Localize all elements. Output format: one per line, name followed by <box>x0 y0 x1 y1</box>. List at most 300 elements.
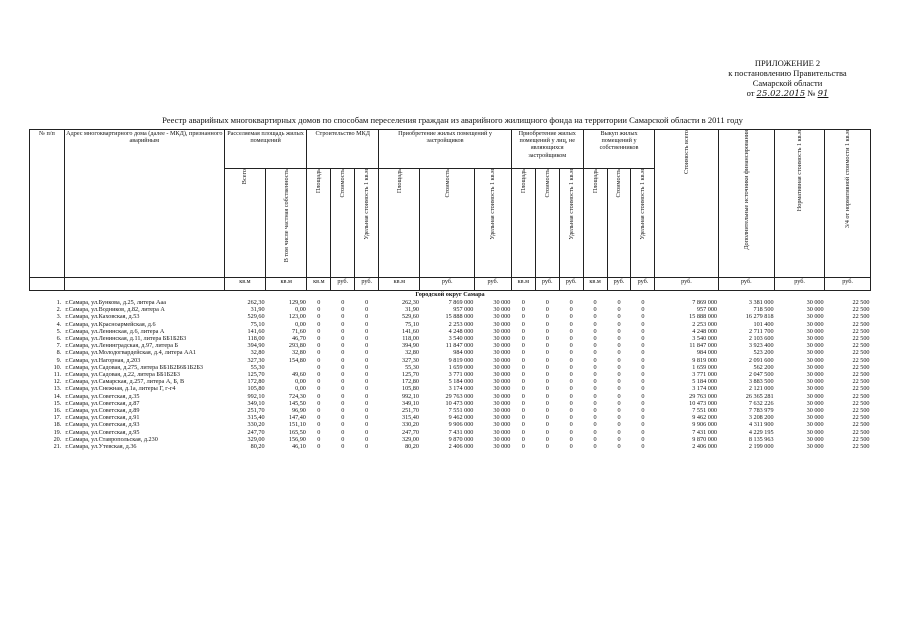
cell-buyout-unit-cost: 0 <box>641 378 645 386</box>
cell-dev-cost: 9 906 000 <box>448 421 474 429</box>
cell-dev-unit-cost: 30 000 <box>493 435 511 443</box>
cell-total-cost: 9 906 000 <box>692 421 718 429</box>
cell-total-cost: 2 406 000 <box>692 443 718 451</box>
cell-address: г.Самара, ул.Молодогвардейская, д.4, литера АА1 <box>65 349 197 357</box>
unit-label: руб. <box>718 278 775 291</box>
cell-build-area: 0 <box>317 421 321 429</box>
cell-other-unit-cost: 0 <box>569 421 573 429</box>
col-dev-unit-header: Удельная стоимость 1 кв.м <box>474 169 511 278</box>
cell-buyout-unit-cost: 0 <box>641 349 645 357</box>
col-dev-area-header: Площадь <box>379 169 420 278</box>
cell-row-number: 6. <box>56 335 62 343</box>
cell-buyout-area: 0 <box>593 327 597 335</box>
cell-build-unit-cost: 0 <box>365 378 369 386</box>
area-group-header: Расселяемая площадь жилых помещений <box>224 130 307 169</box>
cell-build-cost: 0 <box>341 320 345 328</box>
cell-norm-cost: 30 000 <box>806 378 824 386</box>
cell-buyout-unit-cost: 0 <box>641 414 645 422</box>
cell-dev-unit-cost: 30 000 <box>493 327 511 335</box>
cell-row-number: 4. <box>56 320 62 328</box>
cell-build-unit-cost: 0 <box>365 421 369 429</box>
cell-buyout-cost: 0 <box>617 414 621 422</box>
cell-address: г.Самара, ул.Утевская, д.36 <box>65 443 137 451</box>
appendix-line1: ПРИЛОЖЕНИЕ 2 <box>754 58 821 68</box>
cell-build-unit-cost: 0 <box>365 443 369 451</box>
cell-dev-area: 75,10 <box>405 320 419 328</box>
cell-row-number: 7. <box>56 342 62 350</box>
cell-extra-sources: 718 500 <box>753 306 774 314</box>
cell-other-unit-cost: 0 <box>569 385 573 393</box>
cell-build-cost: 0 <box>341 356 345 364</box>
cell-area-private: 49,60 <box>291 371 306 379</box>
cell-build-area: 0 <box>317 443 321 451</box>
col-norm-cost-header: Нормативная стоимость 1 кв.м <box>775 130 825 278</box>
cell-build-area: 0 <box>317 435 321 443</box>
cell-dev-cost: 9 870 000 <box>448 435 474 443</box>
cell-build-unit-cost: 0 <box>365 414 369 422</box>
cell-buyout-area: 0 <box>593 421 597 429</box>
cell-total-cost: 1 659 000 <box>692 363 718 371</box>
table-row <box>30 385 871 392</box>
cell-area-total: 55,30 <box>250 363 265 371</box>
cell-other-cost: 0 <box>545 363 549 371</box>
cell-build-unit-cost: 0 <box>365 399 369 407</box>
cell-quarter-cost: 22 500 <box>852 371 870 379</box>
col-build-unit-header: Удельная стоимость 1 кв.м <box>355 169 379 278</box>
cell-buyout-area: 0 <box>593 363 597 371</box>
col-address-header: Адрес многоквартирного дома (далее - МКД), признанного аварийным <box>64 130 224 278</box>
cell-build-area: 0 <box>317 363 321 371</box>
cell-area-private: 0,00 <box>295 385 306 393</box>
cell-area-total: 32,80 <box>250 349 265 357</box>
cell-total-cost: 29 763 000 <box>689 392 718 400</box>
document-title: Реестр аварийных многоквартирных домов по способам переселения граждан из аварийного жилищного фонда на территории Самарской области в 2011 году <box>162 115 743 125</box>
cell-row-number: 12. <box>53 378 62 386</box>
cell-dev-unit-cost: 30 000 <box>493 349 511 357</box>
section-row <box>30 291 871 300</box>
cell-buyout-cost: 0 <box>617 335 621 343</box>
cell-area-total: 349,10 <box>247 399 265 407</box>
cell-extra-sources: 7 632 226 <box>748 399 774 407</box>
col-extra-sources-header: Дополнительные источники финансирования <box>718 130 775 278</box>
cell-dev-area: 315,40 <box>401 414 419 422</box>
cell-other-cost: 0 <box>545 428 549 436</box>
cell-dev-cost: 29 763 000 <box>445 392 474 400</box>
cell-other-cost: 0 <box>545 414 549 422</box>
cell-other-unit-cost: 0 <box>569 378 573 386</box>
appendix-line2: к постановлению Правительства <box>728 68 847 78</box>
cell-buyout-area: 0 <box>593 435 597 443</box>
cell-buyout-cost: 0 <box>617 306 621 314</box>
cell-area-total: 315,40 <box>247 414 265 422</box>
cell-quarter-cost: 22 500 <box>852 313 870 321</box>
cell-buyout-unit-cost: 0 <box>641 306 645 314</box>
cell-other-cost: 0 <box>545 392 549 400</box>
cell-norm-cost: 30 000 <box>806 399 824 407</box>
cell-build-cost: 0 <box>341 385 345 393</box>
table-row <box>30 414 871 421</box>
table-row <box>30 349 871 356</box>
cell-row-number: 16. <box>53 407 62 415</box>
cell-area-private: 145,50 <box>288 399 306 407</box>
unit-label: руб. <box>631 278 655 291</box>
cell-other-unit-cost: 0 <box>569 414 573 422</box>
cell-buyout-area: 0 <box>593 407 597 415</box>
cell-dev-unit-cost: 30 000 <box>493 385 511 393</box>
cell-norm-cost: 30 000 <box>806 392 824 400</box>
cell-extra-sources: 3 381 000 <box>748 299 774 306</box>
cell-quarter-cost: 22 500 <box>852 428 870 436</box>
cell-quarter-cost: 22 500 <box>852 399 870 407</box>
cell-buyout-area: 0 <box>593 443 597 451</box>
cell-extra-sources: 2 103 600 <box>748 335 774 343</box>
cell-dev-area: 251,70 <box>401 407 419 415</box>
cell-extra-sources: 2 091 600 <box>748 356 774 364</box>
cell-quarter-cost: 22 500 <box>852 356 870 364</box>
cell-buyout-area: 0 <box>593 299 597 306</box>
cell-build-area: 0 <box>317 385 321 393</box>
cell-buyout-area: 0 <box>593 320 597 328</box>
cell-row-number: 1. <box>56 299 62 306</box>
cell-quarter-cost: 22 500 <box>852 320 870 328</box>
cell-dev-unit-cost: 30 000 <box>493 320 511 328</box>
cell-other-area: 0 <box>521 306 525 314</box>
cell-dev-unit-cost: 30 000 <box>493 356 511 364</box>
cell-buyout-unit-cost: 0 <box>641 421 645 429</box>
cell-build-cost: 0 <box>341 399 345 407</box>
cell-other-area: 0 <box>521 378 525 386</box>
cell-buyout-cost: 0 <box>617 299 621 306</box>
cell-buyout-unit-cost: 0 <box>641 299 645 306</box>
cell-quarter-cost: 22 500 <box>852 306 870 314</box>
cell-other-unit-cost: 0 <box>569 306 573 314</box>
cell-dev-area: 247,70 <box>401 428 419 436</box>
cell-other-area: 0 <box>521 371 525 379</box>
cell-norm-cost: 30 000 <box>806 428 824 436</box>
cell-other-unit-cost: 0 <box>569 349 573 357</box>
cell-buyout-area: 0 <box>593 378 597 386</box>
cell-area-private: 32,80 <box>291 349 306 357</box>
cell-build-cost: 0 <box>341 363 345 371</box>
cell-other-cost: 0 <box>545 378 549 386</box>
cell-build-area: 0 <box>317 428 321 436</box>
cell-address: г.Самара, ул.Нагорная, д.203 <box>65 356 141 364</box>
cell-build-area: 0 <box>317 313 321 321</box>
cell-total-cost: 3 174 000 <box>692 385 718 393</box>
cell-quarter-cost: 22 500 <box>852 414 870 422</box>
unit-label: руб. <box>474 278 511 291</box>
cell-other-cost: 0 <box>545 399 549 407</box>
cell-dev-area: 32,80 <box>405 349 419 357</box>
cell-dev-cost: 11 847 000 <box>445 342 474 350</box>
cell-norm-cost: 30 000 <box>806 407 824 415</box>
date-prefix: от <box>746 88 755 98</box>
cell-buyout-area: 0 <box>593 399 597 407</box>
cell-buyout-area: 0 <box>593 414 597 422</box>
cell-address: г.Самара, ул.Садовая, д.22, литера ББ1Б2Б3 <box>65 371 180 379</box>
cell-dev-cost: 3 771 000 <box>448 371 474 379</box>
cell-buyout-unit-cost: 0 <box>641 327 645 335</box>
cell-area-private: 123,00 <box>288 313 306 321</box>
cell-build-area: 0 <box>317 335 321 343</box>
col-other-unit-header: Удельная стоимость 1 кв.м <box>559 169 583 278</box>
cell-dev-unit-cost: 30 000 <box>493 392 511 400</box>
cell-dev-cost: 7 551 000 <box>448 407 474 415</box>
cell-dev-cost: 10 473 000 <box>445 399 474 407</box>
cell-build-area: 0 <box>317 306 321 314</box>
cell-other-cost: 0 <box>545 356 549 364</box>
cell-area-private: 0,00 <box>295 320 306 328</box>
cell-other-cost: 0 <box>545 313 549 321</box>
unit-label: кв.м <box>307 278 331 291</box>
cell-total-cost: 984 000 <box>696 349 718 357</box>
cell-total-cost: 9 870 000 <box>692 435 718 443</box>
cell-row-number: 5. <box>56 327 62 335</box>
cell-quarter-cost: 22 500 <box>852 443 870 451</box>
cell-other-unit-cost: 0 <box>569 435 573 443</box>
cell-other-unit-cost: 0 <box>569 363 573 371</box>
unit-label: кв.м <box>266 278 307 291</box>
cell-area-private: 156,90 <box>288 435 306 443</box>
appendix-line3: Самарской области <box>752 78 823 88</box>
table-row <box>30 364 871 371</box>
cell-norm-cost: 30 000 <box>806 414 824 422</box>
cell-total-cost: 5 184 000 <box>692 378 718 386</box>
cell-dev-unit-cost: 30 000 <box>493 371 511 379</box>
cell-row-number: 20. <box>53 435 62 443</box>
cell-buyout-cost: 0 <box>617 320 621 328</box>
cell-area-total: 247,70 <box>247 428 265 436</box>
cell-extra-sources: 562 200 <box>753 363 774 371</box>
cell-norm-cost: 30 000 <box>806 299 824 306</box>
table-row <box>30 313 871 320</box>
cell-build-area: 0 <box>317 371 321 379</box>
cell-dev-unit-cost: 30 000 <box>493 378 511 386</box>
cell-dev-cost: 3 174 000 <box>448 385 474 393</box>
cell-build-unit-cost: 0 <box>365 428 369 436</box>
cell-dev-area: 529,60 <box>401 313 419 321</box>
cell-row-number: 2. <box>56 306 62 314</box>
cell-buyout-cost: 0 <box>617 392 621 400</box>
cell-extra-sources: 8 135 963 <box>748 435 774 443</box>
cell-extra-sources: 4 311 900 <box>749 421 774 429</box>
cell-total-cost: 3 771 000 <box>692 371 718 379</box>
unit-label: руб. <box>331 278 355 291</box>
table-row <box>30 421 871 428</box>
cell-other-cost: 0 <box>545 371 549 379</box>
cell-buyout-unit-cost: 0 <box>641 443 645 451</box>
cell-row-number: 14. <box>53 392 62 400</box>
cell-build-area: 0 <box>317 407 321 415</box>
cell-build-unit-cost: 0 <box>365 392 369 400</box>
col-num-header: № п/п <box>30 130 65 278</box>
cell-norm-cost: 30 000 <box>806 342 824 350</box>
cell-dev-unit-cost: 30 000 <box>493 407 511 415</box>
cell-build-area: 0 <box>317 299 321 306</box>
cell-buyout-cost: 0 <box>617 428 621 436</box>
cell-dev-cost: 1 659 000 <box>448 363 474 371</box>
cell-other-cost: 0 <box>545 320 549 328</box>
cell-buyout-unit-cost: 0 <box>641 392 645 400</box>
cell-buyout-area: 0 <box>593 392 597 400</box>
cell-build-unit-cost: 0 <box>365 327 369 335</box>
cell-buyout-cost: 0 <box>617 443 621 451</box>
cell-quarter-cost: 22 500 <box>852 392 870 400</box>
cell-address: г.Самара, ул.Ленинградская, д.97, литера Б <box>65 342 179 350</box>
units-spacer <box>30 278 65 291</box>
cell-build-unit-cost: 0 <box>365 407 369 415</box>
cell-other-cost: 0 <box>545 407 549 415</box>
cell-other-unit-cost: 0 <box>569 356 573 364</box>
cell-buyout-unit-cost: 0 <box>641 313 645 321</box>
col-buyout-area-header: Площадь <box>583 169 607 278</box>
col-buyout-unit-header: Удельная стоимость 1 кв.м <box>631 169 655 278</box>
cell-dev-area: 262,30 <box>401 299 419 306</box>
handwritten-number: 91 <box>817 89 829 99</box>
cell-extra-sources: 101 400 <box>753 320 774 328</box>
acq-dev-group-header: Приобретение жилых помещений у застройщиков <box>379 130 512 169</box>
cell-total-cost: 15 888 000 <box>689 313 718 321</box>
cell-area-total: 118,00 <box>247 335 265 343</box>
col-dev-cost-header: Стоимость <box>420 169 474 278</box>
cell-quarter-cost: 22 500 <box>852 327 870 335</box>
cell-area-total: 529,60 <box>247 313 265 321</box>
cell-buyout-area: 0 <box>593 349 597 357</box>
cell-build-unit-cost: 0 <box>365 363 369 371</box>
cell-other-unit-cost: 0 <box>569 299 573 306</box>
cell-dev-area: 141,60 <box>401 327 419 335</box>
table-row <box>30 400 871 407</box>
handwritten-date: 25.02.2015 <box>756 89 806 99</box>
cell-area-total: 262,30 <box>247 299 265 306</box>
cell-buyout-unit-cost: 0 <box>641 428 645 436</box>
cell-norm-cost: 30 000 <box>806 363 824 371</box>
cell-quarter-cost: 22 500 <box>852 435 870 443</box>
unit-label: руб. <box>535 278 559 291</box>
table-row <box>30 357 871 364</box>
cell-address: г.Самара, ул.Ставропольская, д.230 <box>65 435 158 443</box>
cell-build-cost: 0 <box>341 421 345 429</box>
cell-dev-unit-cost: 30 000 <box>493 428 511 436</box>
cell-other-area: 0 <box>521 327 525 335</box>
cell-norm-cost: 30 000 <box>806 320 824 328</box>
cell-row-number: 8. <box>56 349 62 357</box>
cell-row-number: 15. <box>53 399 62 407</box>
cell-build-cost: 0 <box>341 306 345 314</box>
cell-build-area: 0 <box>317 320 321 328</box>
unit-label: кв.м <box>379 278 420 291</box>
buyout-group-header: Выкуп жилых помещений у собственников <box>583 130 655 169</box>
unit-label: кв.м <box>511 278 535 291</box>
cell-other-unit-cost: 0 <box>569 371 573 379</box>
cell-other-cost: 0 <box>545 327 549 335</box>
cell-address: г.Самара, ул.Каховская, д.53 <box>65 313 140 321</box>
cell-dev-area: 330,20 <box>401 421 419 429</box>
cell-address: г.Самара, ул.Советская, д.93 <box>65 421 140 429</box>
table-row <box>30 393 871 400</box>
cell-address: г.Самара, ул.Ленинская, д.11, литера ББ1Б2Б3 <box>65 335 187 343</box>
cell-other-area: 0 <box>521 443 525 451</box>
registry-body <box>30 291 871 451</box>
table-row <box>30 436 871 443</box>
cell-dev-area: 349,10 <box>401 399 419 407</box>
cell-other-area: 0 <box>521 399 525 407</box>
cell-build-unit-cost: 0 <box>365 371 369 379</box>
cell-buyout-unit-cost: 0 <box>641 335 645 343</box>
cell-address: г.Самара, ул.Советская, д.91 <box>65 414 140 422</box>
cell-area-private: 129,90 <box>288 299 306 306</box>
cell-dev-area: 55,30 <box>405 363 419 371</box>
cell-total-cost: 7 431 000 <box>692 428 718 436</box>
unit-label: руб. <box>355 278 379 291</box>
cell-norm-cost: 30 000 <box>806 421 824 429</box>
cell-address: г.Самара, ул.Водников, д.82, литера А <box>65 306 165 314</box>
cell-buyout-area: 0 <box>593 306 597 314</box>
table-row <box>30 328 871 335</box>
cell-total-cost: 9 462 000 <box>692 414 718 422</box>
col-area-total-header: Всего <box>224 169 265 278</box>
cell-dev-area: 992,10 <box>401 392 419 400</box>
table-row <box>30 378 871 385</box>
cell-other-area: 0 <box>521 349 525 357</box>
cell-build-cost: 0 <box>341 428 345 436</box>
unit-label: руб. <box>655 278 718 291</box>
cell-area-private: 151,10 <box>288 421 306 429</box>
table-row <box>30 306 871 313</box>
cell-build-unit-cost: 0 <box>365 356 369 364</box>
cell-total-cost: 957 000 <box>696 306 718 314</box>
cell-area-total: 31,90 <box>250 306 265 314</box>
col-area-private-header: В том числе частная собственность <box>266 169 307 278</box>
cell-build-area: 0 <box>317 399 321 407</box>
cell-other-cost: 0 <box>545 299 549 306</box>
cell-build-cost: 0 <box>341 327 345 335</box>
cell-extra-sources: 3 208 200 <box>748 414 774 422</box>
cell-dev-unit-cost: 30 000 <box>493 414 511 422</box>
cell-quarter-cost: 22 500 <box>852 342 870 350</box>
cell-area-private: 724,30 <box>288 392 306 400</box>
units-row <box>30 278 871 291</box>
cell-buyout-area: 0 <box>593 428 597 436</box>
cell-row-number: 13. <box>53 385 62 393</box>
cell-other-unit-cost: 0 <box>569 313 573 321</box>
cell-total-cost: 7 551 000 <box>692 407 718 415</box>
cell-row-number: 21. <box>53 443 62 451</box>
cell-address: г.Самара, ул.Садовая, д.275, литера ББ1Б2Б6Б1Б2Б3 <box>65 363 203 371</box>
appendix-date-line <box>700 88 875 99</box>
cell-dev-unit-cost: 30 000 <box>493 342 511 350</box>
cell-extra-sources: 523 200 <box>753 349 774 357</box>
cell-norm-cost: 30 000 <box>806 371 824 379</box>
col-build-cost-header: Стоимость <box>331 169 355 278</box>
cell-build-unit-cost: 0 <box>365 342 369 350</box>
cell-other-cost: 0 <box>545 335 549 343</box>
cell-quarter-cost: 22 500 <box>852 335 870 343</box>
cell-build-unit-cost: 0 <box>365 385 369 393</box>
cell-other-cost: 0 <box>545 349 549 357</box>
cell-dev-area: 172,80 <box>401 378 419 386</box>
cell-norm-cost: 30 000 <box>806 313 824 321</box>
cell-other-cost: 0 <box>545 385 549 393</box>
cell-other-area: 0 <box>521 407 525 415</box>
cell-address: г.Самара, ул.Снежная, д.1а, литеры Г, г-г4 <box>65 385 176 393</box>
cell-other-area: 0 <box>521 414 525 422</box>
cell-other-cost: 0 <box>545 435 549 443</box>
appendix-block <box>700 58 875 99</box>
cell-other-area: 0 <box>521 435 525 443</box>
cell-build-cost: 0 <box>341 349 345 357</box>
cell-dev-area: 329,00 <box>401 435 419 443</box>
